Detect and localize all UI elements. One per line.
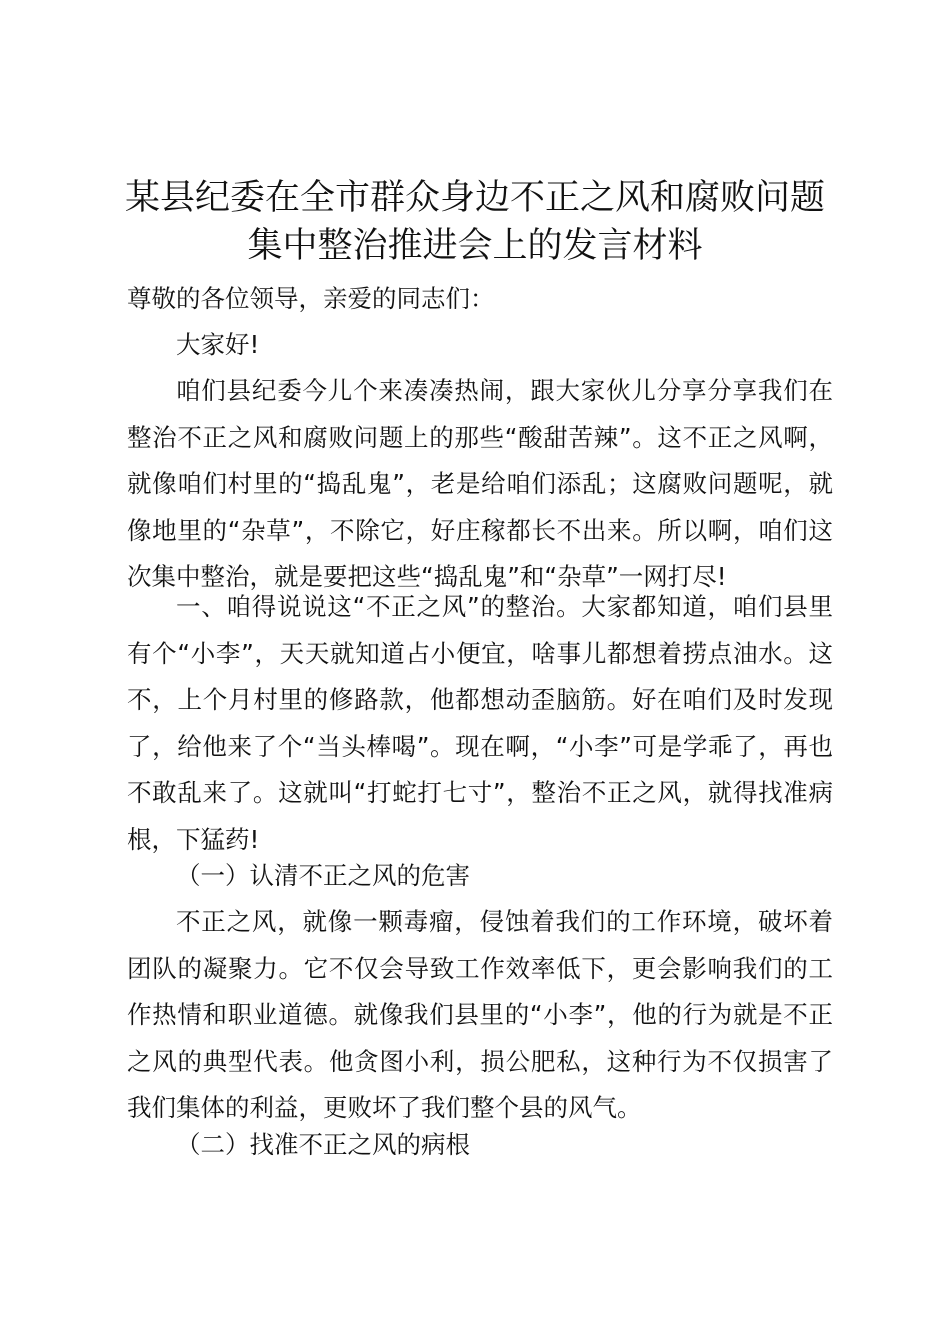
paragraph-harm: 不正之风，就像一颗毒瘤，侵蚀着我们的工作环境，破坏着团队的凝聚力。它不仅会导致工作效率低下，更会影响我们的工作热情和职业道德。就像我们县里的“小李”，他的行为就是不正之风的典型代表。他贪图小利，损公肥私，这种行为不仅损害了我们集体的利益，更败坏了我们整个县的风气。 xyxy=(127,907,833,1122)
paragraph-section-one: 一、咱得说说这“不正之风”的整治。大家都知道，咱们县里有个“小李”，天天就知道占小便宜，啥事儿都想着捞点油水。这不，上个月村里的修路款，他都想动歪脑筋。好在咱们及时发现了，给他来了个“当头棒喝”。现在啊，“小李”可是学乖了，再也不敢乱来了。这就叫“打蛇打七寸”，整治不正之风，就得找准病根，下猛药! xyxy=(127,592,833,854)
paragraph-intro: 咱们县纪委今儿个来凑凑热闹，跟大家伙儿分享分享我们在整治不正之风和腐败问题上的那些“酸甜苦辣”。这不正之风啊，就像咱们村里的“捣乱鬼”，老是给咱们添乱；这腐败问题呢，就像地里的“杂草”，不除它，好庄稼都长不出来。所以啊，咱们这次集中整治，就是要把这些“捣乱鬼”和“杂草”一网打尽! xyxy=(127,376,833,591)
subheading-harm: （一）认清不正之风的危害 xyxy=(176,861,470,890)
salutation: 尊敬的各位领导，亲爱的同志们： xyxy=(127,284,495,313)
document-title-line-1: 某县纪委在全市群众身边不正之风和腐败问题 xyxy=(124,178,825,218)
document-title-line-2: 集中整治推进会上的发言材料 xyxy=(247,226,703,266)
greeting: 大家好! xyxy=(176,330,260,359)
subheading-root-cause: （二）找准不正之风的病根 xyxy=(176,1130,470,1159)
